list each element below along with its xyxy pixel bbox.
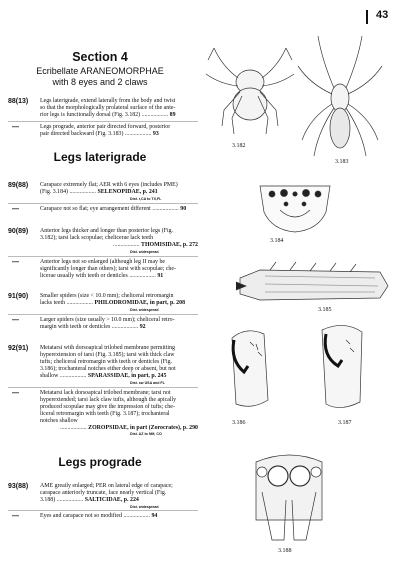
- couplet-lead-a: AME greatly enlarged; PER on lateral edge of carapace; carapace anteriorly truncate, face nearly vertical (Fig. 3.188) .................. SALTICIDAE, p. 224: [40, 483, 173, 503]
- couplet-ref: 93: [152, 130, 159, 137]
- leg-tarsus-illustration: [236, 262, 388, 300]
- distribution-note: Dist. r,CA to TX,FL: [130, 197, 162, 201]
- distribution-note: Dist. widespread: [130, 250, 159, 254]
- couplet-ref: ZOROPSIDAE, in part (Zorocrates), p. 290: [88, 424, 198, 431]
- couplet-number: 89(88): [8, 182, 29, 189]
- couplet-number: 92(91): [8, 345, 29, 352]
- couplet-ref: SPARASSIDAE, in part, p. 245: [87, 372, 167, 379]
- couplet-ref: PHILODROMIDAE, in part, p. 208: [94, 299, 186, 306]
- prograde-spider-illustration: [298, 36, 382, 156]
- couplet-lead-b: Anterior legs not so enlarged (although leg II may be significantly longer than others); tarsi with scopulae; che- licerae usually with teeth or denticles .................. 91: [40, 259, 176, 279]
- distribution-note: Dist. sw USA and FL: [130, 381, 165, 385]
- heading-legs-laterigrade: Legs laterigrade: [53, 150, 147, 164]
- couplet-lead-a: Carapace extremely flat; AER with 6 eyes (includes PME) (Fig. 3.184) .................. SELENOPIDAE, p. 241: [40, 182, 178, 195]
- page-number: 43: [376, 9, 389, 21]
- figure-caption: 3.185: [318, 307, 332, 313]
- section-subtitle-line-1: Ecribellate ARANEOMORPHAE: [36, 66, 164, 76]
- couplet-lead-a: Anterior legs thicker and longer than posterior legs (Fig. 3.182); tarsi lack scopulae; chelicerae lack teeth .................. THOMISIDAE, p. 272: [40, 228, 198, 248]
- chelicera-illustration: [232, 331, 268, 406]
- figure-caption: 3.188: [278, 548, 292, 554]
- couplet-lead-b: Larger spiders (size usually > 10.0 mm); cheliceral retro- margin with teeth or denticles .................. 92: [40, 317, 175, 330]
- distribution-note: Dist. widespread: [130, 505, 159, 509]
- lead-dash: —: [12, 259, 19, 266]
- figure-caption: 3.184: [270, 238, 284, 244]
- carapace-eyes-illustration: [260, 186, 330, 232]
- jumping-spider-face-illustration: [256, 455, 322, 540]
- lead-dash: —: [12, 390, 19, 397]
- figure-caption: 3.183: [335, 159, 349, 165]
- lead-dash: —: [12, 317, 19, 324]
- couplet-lead-a: Metatarsi with dorsoapical trilobed membrane permitting hyperextension of tarsi (Fig. 3.185); tarsi with thick claw tufts; cheliceral retromargin with teeth or denticles (Fig. 3.186); trochanteral notches either deep or absent, but not shallow .................. SPARASSIDAE, in part, p. 245: [40, 345, 176, 379]
- crab-spider-illustration: [206, 48, 294, 134]
- couplet-line-with-ref: rior legs is functionally dorsal (Fig. 3.182) .................. 89: [40, 111, 176, 118]
- section-title: Section 4: [72, 50, 128, 64]
- couplet-lead-a: Smaller spiders (size < 10.0 mm); cheliceral retromargin lacks teeth .................. PHILODROMIDAE, in part, p. 208: [40, 293, 186, 306]
- couplet-lead-b: Eyes and carapace not so modified .................. 94: [40, 513, 158, 519]
- lead-dash: —: [12, 513, 19, 520]
- couplet-lead-b: Metatarsi lack dorsoapical trilobed membrane; tarsi not hyperextended; tarsi lack claw tufts, although the apically produced scopulae may give the impression of tufts; che- liceral retromargin with teeth (Fig. 3.187); trochanteral notches shallow .................. ZOROPSIDAE, in part (Zorocrates), p. 290: [40, 390, 198, 431]
- heading-legs-prograde: Legs prograde: [58, 455, 142, 469]
- distribution-note: Dist. widespread: [130, 308, 159, 312]
- lead-dash: —: [12, 124, 19, 131]
- couplet-number: 93(88): [8, 483, 29, 490]
- couplet-lead-b: Legs prograde, anterior pair directed forward, posterior pair directed backward (Fig. 3.183) .................. 93: [40, 124, 171, 137]
- couplet-ref: 92: [139, 323, 146, 330]
- figure-caption: 3.187: [338, 420, 352, 426]
- chelicera-illustration: [322, 325, 362, 407]
- couplet-number: 88(13): [8, 98, 29, 105]
- couplet-lead-a: Legs laterigrade, extend laterally from the body and twist so that the morphologically prolateral surface of the ante- rior legs is functionally dorsal (Fig. 3.182) .................. 89: [40, 98, 198, 119]
- couplet-ref: 90: [180, 206, 187, 212]
- figure-caption: 3.186: [232, 420, 246, 426]
- distribution-note: Dist. AZ to NM, CO: [130, 432, 162, 436]
- couplet-ref: 89: [169, 111, 176, 118]
- couplet-number: 91(90): [8, 293, 29, 300]
- couplet-lead-b: Carapace not so flat; eye arrangement different .................. 90: [40, 206, 187, 212]
- couplet-ref: 91: [157, 272, 164, 279]
- couplet-ref: 94: [151, 513, 158, 519]
- figure-caption: 3.182: [232, 143, 246, 149]
- couplet-ref: THOMISIDAE, p. 272: [141, 241, 198, 248]
- section-subtitle-line-2: with 8 eyes and 2 claws: [52, 77, 148, 87]
- couplet-number: 90(89): [8, 228, 29, 235]
- couplet-ref: SALTICIDAE, p. 224: [84, 496, 139, 503]
- lead-dash: —: [12, 206, 19, 213]
- couplet-ref: SELENOPIDAE, p. 241: [97, 188, 158, 195]
